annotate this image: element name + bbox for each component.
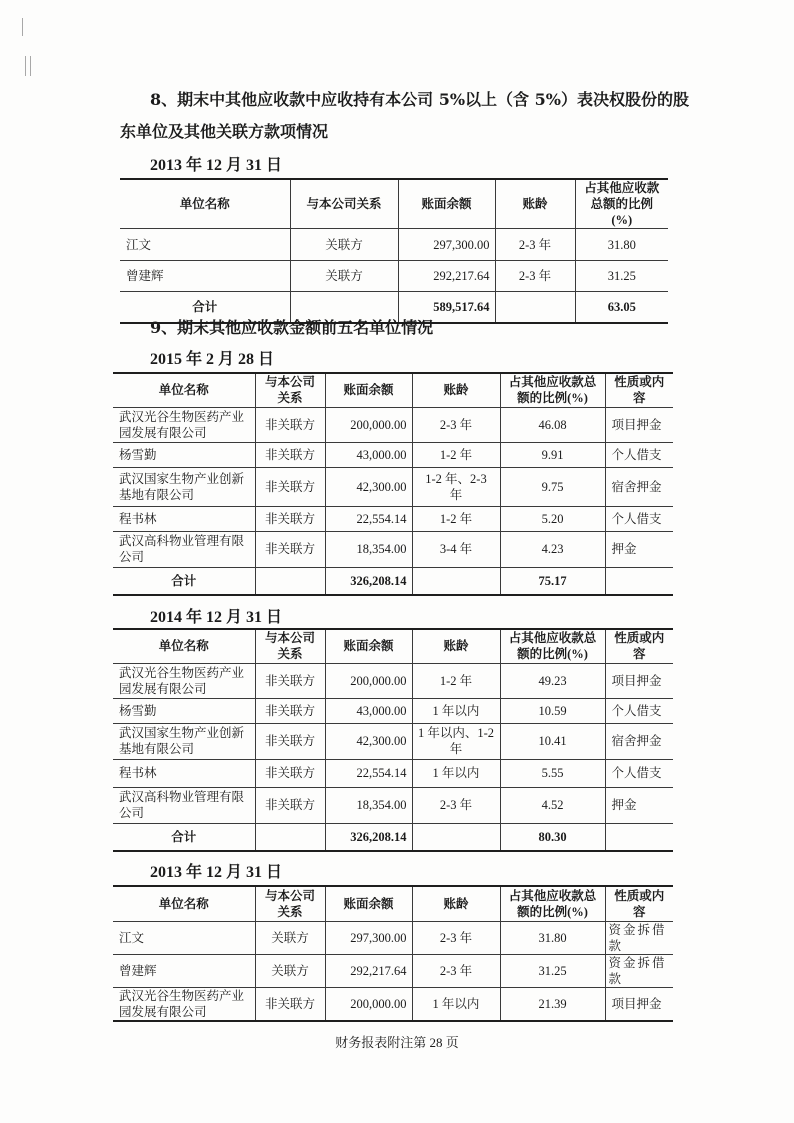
total-ratio-cell: 80.30 — [500, 823, 605, 851]
relationship-cell: 非关联方 — [255, 698, 325, 723]
aging-cell: 2-3 年 — [412, 787, 500, 823]
total-blank-cell — [412, 567, 500, 595]
relationship-cell: 关联方 — [255, 954, 325, 987]
table-date: 2015 年 2 月 28 日 — [150, 351, 275, 368]
header-book-balance: 账面余额 — [325, 373, 412, 407]
table-row — [113, 787, 673, 823]
relationship-cell: 关联方 — [255, 921, 325, 954]
aging-cell: 1-2 年 — [412, 663, 500, 698]
ratio-cell: 21.39 — [500, 987, 605, 1021]
page-footer: 财务报表附注第 28 页 — [335, 1035, 459, 1050]
nature-cell: 个人借支 — [605, 759, 673, 787]
total-label-cell: 合计 — [120, 292, 290, 323]
top-five-receivables-table-2015 — [113, 372, 673, 596]
header-relationship: 与本公司 关系 — [255, 373, 325, 407]
unit-name-cell: 武汉高科物业管理有限 公司 — [113, 787, 255, 823]
total-ratio-cell: 75.17 — [500, 567, 605, 595]
header-ratio: 占其他应收款总 额的比例(%) — [500, 886, 605, 921]
balance-cell: 200,000.00 — [325, 407, 412, 442]
total-label-cell: 合计 — [113, 823, 255, 851]
ratio-cell: 5.55 — [500, 759, 605, 787]
balance-cell: 200,000.00 — [325, 987, 412, 1021]
table-row — [113, 467, 673, 506]
aging-cell: 1 年以内 — [412, 698, 500, 723]
aging-cell: 1-2 年 — [412, 506, 500, 531]
aging-cell: 2-3 年 — [495, 261, 575, 292]
relationship-cell: 非关联方 — [255, 987, 325, 1021]
aging-cell: 2-3 年 — [412, 407, 500, 442]
header-aging: 账龄 — [412, 629, 500, 663]
unit-name-cell: 江文 — [113, 921, 255, 954]
nature-cell: 项目押金 — [605, 987, 673, 1021]
header-unit-name: 单位名称 — [113, 629, 255, 663]
header-aging: 账龄 — [412, 886, 500, 921]
nature-cell: 押金 — [605, 531, 673, 567]
nature-cell: 宿舍押金 — [605, 723, 673, 759]
section-8-heading: 8、期末中其他应收款中应收持有本公司 5%以上（含 5%）表决权股份的股 东单位及其他关联方款项情况 — [120, 90, 689, 141]
ratio-cell: 31.25 — [575, 261, 668, 292]
unit-name-cell: 武汉光谷生物医药产业 园发展有限公司 — [113, 407, 255, 442]
ratio-cell: 10.59 — [500, 698, 605, 723]
table-row — [113, 954, 673, 987]
table-date: 2013 年 12 月 31 日 — [150, 157, 283, 174]
header-aging: 账龄 — [412, 373, 500, 407]
header-book-balance: 账面余额 — [398, 179, 495, 229]
relationship-cell: 非关联方 — [255, 663, 325, 698]
unit-name-cell: 武汉国家生物产业创新 基地有限公司 — [113, 467, 255, 506]
balance-cell: 43,000.00 — [325, 698, 412, 723]
header-unit-name: 单位名称 — [113, 373, 255, 407]
balance-cell: 292,217.64 — [325, 954, 412, 987]
unit-name-cell: 江文 — [120, 229, 290, 261]
scan-mark — [30, 56, 31, 76]
total-row — [113, 823, 673, 851]
table-row — [113, 407, 673, 442]
table-row — [113, 442, 673, 467]
total-blank-cell — [605, 567, 673, 595]
balance-cell: 18,354.00 — [325, 787, 412, 823]
header-nature: 性质或内 容 — [605, 629, 673, 663]
nature-cell: 押金 — [605, 787, 673, 823]
header-book-balance: 账面余额 — [325, 886, 412, 921]
ratio-cell: 5.20 — [500, 506, 605, 531]
ratio-cell: 31.80 — [500, 921, 605, 954]
table-header-row — [113, 373, 673, 407]
ratio-cell: 49.23 — [500, 663, 605, 698]
nature-cell: 个人借支 — [605, 442, 673, 467]
unit-name-cell: 杨雪勤 — [113, 442, 255, 467]
unit-name-cell: 武汉高科物业管理有限 公司 — [113, 531, 255, 567]
aging-cell: 1 年以内 — [412, 987, 500, 1021]
ratio-cell: 4.23 — [500, 531, 605, 567]
table-row — [113, 663, 673, 698]
total-label-cell: 合计 — [113, 567, 255, 595]
nature-cell: 资金拆借 款 — [605, 921, 673, 954]
ratio-cell: 31.25 — [500, 954, 605, 987]
total-blank-cell — [255, 823, 325, 851]
related-party-receivables-table — [120, 178, 668, 324]
unit-name-cell: 程书林 — [113, 506, 255, 531]
ratio-cell: 9.91 — [500, 442, 605, 467]
aging-cell: 2-3 年 — [412, 954, 500, 987]
top-five-receivables-table-2014 — [113, 628, 673, 852]
table-row — [113, 987, 673, 1021]
nature-cell: 资金拆借 款 — [605, 954, 673, 987]
total-blank-cell — [412, 823, 500, 851]
balance-cell: 22,554.14 — [325, 506, 412, 531]
total-balance-cell: 589,517.64 — [398, 292, 495, 323]
unit-name-cell: 武汉光谷生物医药产业 园发展有限公司 — [113, 987, 255, 1021]
header-ratio: 占其他应收款总 额的比例(%) — [500, 373, 605, 407]
header-relationship: 与本公司关系 — [290, 179, 398, 229]
header-relationship: 与本公司 关系 — [255, 886, 325, 921]
balance-cell: 22,554.14 — [325, 759, 412, 787]
header-nature: 性质或内 容 — [605, 373, 673, 407]
total-balance-cell: 326,208.14 — [325, 567, 412, 595]
balance-cell: 292,217.64 — [398, 261, 495, 292]
section-9-heading: 9、期末其他应收款金额前五名单位情况 — [150, 318, 434, 337]
total-blank-cell — [605, 823, 673, 851]
table-header-row — [120, 179, 668, 229]
table-row — [113, 921, 673, 954]
relationship-cell: 非关联方 — [255, 787, 325, 823]
ratio-cell: 46.08 — [500, 407, 605, 442]
aging-cell: 1-2 年、2-3 年 — [412, 467, 500, 506]
table-header-row — [113, 886, 673, 921]
ratio-cell: 31.80 — [575, 229, 668, 261]
aging-cell: 2-3 年 — [412, 921, 500, 954]
nature-cell: 个人借支 — [605, 698, 673, 723]
table-row — [113, 506, 673, 531]
nature-cell: 个人借支 — [605, 506, 673, 531]
header-aging: 账龄 — [495, 179, 575, 229]
header-ratio: 占其他应收款 总额的比例(%) — [575, 179, 668, 229]
total-ratio-cell: 63.05 — [575, 292, 668, 323]
table-row — [120, 229, 668, 261]
table-row — [120, 261, 668, 292]
relationship-cell: 关联方 — [290, 229, 398, 261]
total-blank-cell — [255, 567, 325, 595]
relationship-cell: 非关联方 — [255, 723, 325, 759]
table-row — [113, 698, 673, 723]
table-row — [113, 723, 673, 759]
table-date: 2014 年 12 月 31 日 — [150, 609, 283, 626]
balance-cell: 42,300.00 — [325, 467, 412, 506]
ratio-cell: 10.41 — [500, 723, 605, 759]
unit-name-cell: 杨雪勤 — [113, 698, 255, 723]
top-five-receivables-table-2013 — [113, 885, 673, 1022]
aging-cell: 3-4 年 — [412, 531, 500, 567]
nature-cell: 项目押金 — [605, 663, 673, 698]
unit-name-cell: 武汉光谷生物医药产业 园发展有限公司 — [113, 663, 255, 698]
aging-cell: 1-2 年 — [412, 442, 500, 467]
header-ratio: 占其他应收款总 额的比例(%) — [500, 629, 605, 663]
balance-cell: 200,000.00 — [325, 663, 412, 698]
relationship-cell: 关联方 — [290, 261, 398, 292]
balance-cell: 18,354.00 — [325, 531, 412, 567]
header-unit-name: 单位名称 — [120, 179, 290, 229]
unit-name-cell: 曾建辉 — [113, 954, 255, 987]
balance-cell: 43,000.00 — [325, 442, 412, 467]
relationship-cell: 非关联方 — [255, 442, 325, 467]
aging-cell: 1 年以内 — [412, 759, 500, 787]
relationship-cell: 非关联方 — [255, 531, 325, 567]
balance-cell: 297,300.00 — [325, 921, 412, 954]
relationship-cell: 非关联方 — [255, 759, 325, 787]
unit-name-cell: 曾建辉 — [120, 261, 290, 292]
relationship-cell: 非关联方 — [255, 506, 325, 531]
total-balance-cell: 326,208.14 — [325, 823, 412, 851]
balance-cell: 42,300.00 — [325, 723, 412, 759]
unit-name-cell: 武汉国家生物产业创新 基地有限公司 — [113, 723, 255, 759]
header-relationship: 与本公司 关系 — [255, 629, 325, 663]
scan-mark — [25, 56, 26, 76]
table-row — [113, 759, 673, 787]
ratio-cell: 4.52 — [500, 787, 605, 823]
header-book-balance: 账面余额 — [325, 629, 412, 663]
scan-mark — [22, 18, 23, 36]
table-header-row — [113, 629, 673, 663]
total-row — [113, 567, 673, 595]
ratio-cell: 9.75 — [500, 467, 605, 506]
aging-cell: 1 年以内、1-2 年 — [412, 723, 500, 759]
table-row — [113, 531, 673, 567]
header-nature: 性质或内 容 — [605, 886, 673, 921]
unit-name-cell: 程书林 — [113, 759, 255, 787]
table-date: 2013 年 12 月 31 日 — [150, 864, 283, 881]
aging-cell: 2-3 年 — [495, 229, 575, 261]
balance-cell: 297,300.00 — [398, 229, 495, 261]
nature-cell: 宿舍押金 — [605, 467, 673, 506]
nature-cell: 项目押金 — [605, 407, 673, 442]
header-unit-name: 单位名称 — [113, 886, 255, 921]
relationship-cell: 非关联方 — [255, 407, 325, 442]
relationship-cell: 非关联方 — [255, 467, 325, 506]
